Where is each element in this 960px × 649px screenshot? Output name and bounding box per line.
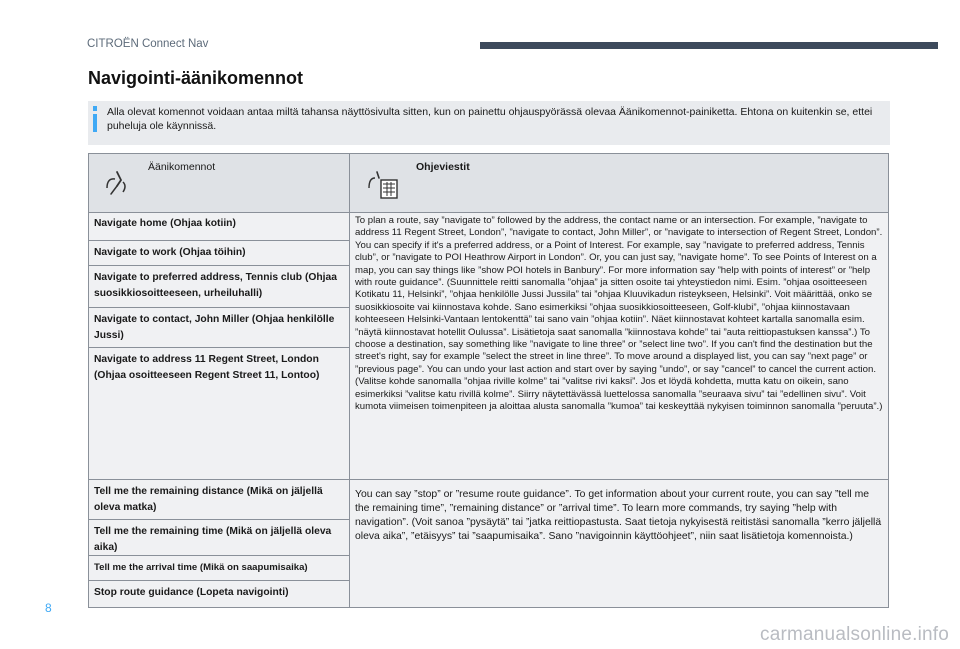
command-remaining-distance: Tell me the remaining distance (Mikä on jäljellä oleva matka): [94, 486, 323, 513]
command-navigate-preferred: Navigate to preferred address, Tennis club (Ohjaa suosikkiosoitteeseen, urheiluhalli): [94, 272, 337, 299]
watermark: carmanualsonline.info: [760, 624, 950, 645]
command-navigate-home: Navigate home (Ohjaa kotiin): [94, 218, 236, 229]
command-navigate-work: Navigate to work (Ohjaa töihin): [94, 247, 246, 258]
info-text: Alla olevat komennot voidaan antaa miltä tahansa näyttösivulta sitten, kun on painettu ohjauspyörässä olevaa Äänikomennot-painiketta. Ehtona on kuitenkin se, ettei puheluja ole käynnissä.: [107, 106, 873, 132]
info-box: [88, 101, 890, 145]
column-header-commands: Äänikomennot: [148, 161, 216, 173]
voice-commands-table: [88, 153, 889, 608]
table-header: [89, 154, 888, 213]
manual-header-label: CITROËN Connect Nav: [87, 38, 209, 50]
command-remaining-time: Tell me the remaining time (Mikä on jäljellä oleva aika): [94, 526, 332, 553]
response-route-planning: To plan a route, say ”navigate to” followed by the address, the contact name or an intersection. For example, ”navigate to address 11 Regent Street, London”, ”navigate to contact, John Miller”, or ”navigate to intersection of Regent Street, London”. You can specify if it's a preferred address, or a Point of Interest. For example, say ”navigate to preferred address, Tennis club”, or ”navigate to POI Heathrow Airport in London”. Or, you can just say, ”navigate home”. To see Points of Interest on a map, you can say things like ”show POI hotels in Banbury”. For more information say ”help with points of interest” or ”help with route guidance”. (Suunnittele reitti sanomalla ”ohjaa” ja sitten osoite tai yhteystiedon nimi. Esim. ”ohjaa osoitteeseen Kotikatu 11, Helsinki”, ”ohjaa henkilölle Jussi Jussila” tai ”ohjaa Kluuvikadun risteykseen, Helsinki”. Voit määrittää, onko se suosikkiosoite vai kiinnostava kohde. Sano esimerkiksi ”ohjaa suosikkiosoitteeseen, Golf-klubi”, ”ohjaa kiinnostavaan kohteeseen Helsinki-Vantaan lentokenttä” tai sano vain ”ohjaa kotiin”. Näet kiinnostavat kohteet kartalla sanomalla esim. ”näytä kiinnostavat hotellit Oulussa”. Lisätietoja saat sanomalla ”kiinnostava kohde” tai ”auta reittiopastuksen kanssa”.) To choose a destination, say something like ”navigate to line three” or ”select line two”. If you can't find the destination but the street's right, say for example ”select the street in line three”. To move around a displayed list, you can say ”next page” or ”previous page”. You can undo your last action and start over by saying ”undo”, or say ”cancel” to cancel the current action. (Valitse kohde sanomalla ”ohjaa riville kolme” tai ”valitse rivi kaksi”. Jos et löydä kohdetta, mutta katu on oikein, sano esimerkiksi ”valitse katu rivillä kolme”. Siirry näytettävässä luettelossa sanomalla ”seuraava sivu” tai ”edellinen sivu”. Voit kumota viimeisen toimenpiteen ja aloittaa alusta sanomalla ”kumoa” tai keskeyttää nykyisen toiminnon sanomalla ”peruuta”.): [355, 215, 883, 413]
column-divider: [349, 154, 350, 607]
command-navigate-address: Navigate to address 11 Regent Street, London (Ohjaa osoitteeseen Regent Street 11, Lontoo): [94, 354, 320, 381]
response-route-info: You can say ”stop” or ”resume route guidance”. To get information about your current route, you can say ”tell me the remaining time”, ”remaining distance” or ”arrival time”. To learn more commands, try saying ”help with navigation”. (Voit sanoa ”pysäytä” tai ”jatka reittiopastusta. Saat tietoja nykyisestä reitistäsi sanomalla ”kerro jäljellä oleva aika”, ”etäisyys” tai ”saapumisaika”. Sano ”navigoinnin käyttöohjeet”, niin saat lisätietoja komennoista.): [355, 489, 882, 542]
header-bar: [480, 42, 938, 49]
command-stop-guidance: Stop route guidance (Lopeta navigointi): [94, 587, 289, 598]
page-number: 8: [45, 601, 52, 615]
column-header-responses: Ohjeviestit: [416, 161, 470, 173]
voice-command-icon: [103, 168, 133, 198]
command-arrival-time: Tell me the arrival time (Mikä on saapumisaika): [94, 562, 308, 573]
command-navigate-contact: Navigate to contact, John Miller (Ohjaa henkilölle Jussi): [94, 314, 335, 341]
voice-keypad-icon: [367, 168, 399, 202]
info-icon: [92, 106, 103, 138]
page-title: Navigointi-äänikomennot: [88, 68, 304, 88]
